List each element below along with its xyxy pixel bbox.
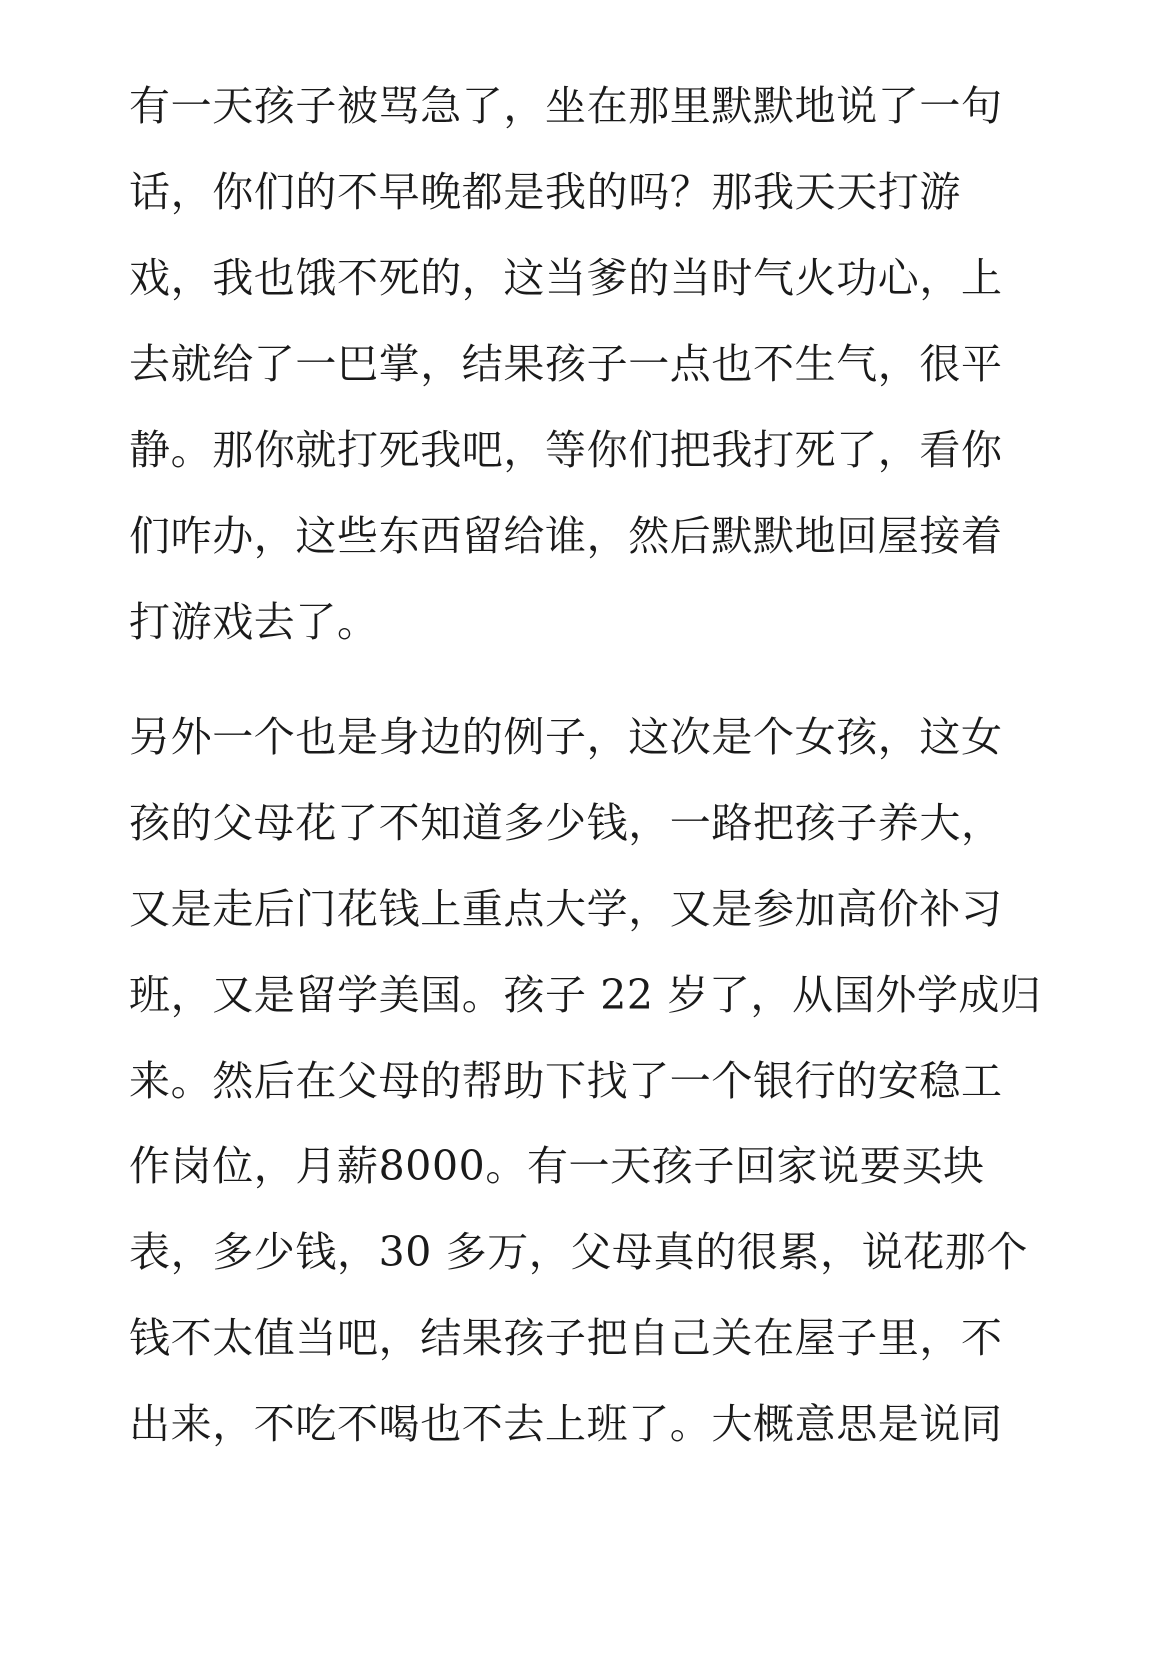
text-line: 钱不太值当吧，结果孩子把自己关在屋子里，不 bbox=[129, 1314, 1003, 1362]
text-line: 又是走后门花钱上重点大学，又是参加高价补习 bbox=[129, 885, 1003, 933]
text-line: 打游戏去了。 bbox=[129, 598, 379, 646]
text-line: 有一天孩子被骂急了，坐在那里默默地说了一句 bbox=[129, 82, 1003, 130]
text-line: 另外一个也是身边的例子，这次是个女孩，这女 bbox=[129, 713, 1003, 761]
text-line: 孩的父母花了不知道多少钱，一路把孩子养大， bbox=[129, 799, 1003, 847]
text-line: 班，又是留学美国。孩子 22 岁了，从国外学成归 bbox=[129, 971, 1042, 1019]
text-line: 表，多少钱，30 多万，父母真的很累，说花那个 bbox=[129, 1228, 1029, 1276]
text-line: 出来，不吃不喝也不去上班了。大概意思是说同 bbox=[129, 1400, 1003, 1448]
text-line: 去就给了一巴掌，结果孩子一点也不生气，很平 bbox=[129, 340, 1003, 388]
text-line: 来。然后在父母的帮助下找了一个银行的安稳工 bbox=[129, 1057, 1003, 1105]
text-line: 话，你们的不早晚都是我的吗？那我天天打游 bbox=[129, 168, 961, 216]
text-line: 静。那你就打死我吧，等你们把我打死了，看你 bbox=[129, 426, 1003, 474]
text-line: 戏，我也饿不死的，这当爹的当时气火功心，上 bbox=[129, 254, 1003, 302]
text-line: 作岗位，月薪8000。有一天孩子回家说要买块 bbox=[129, 1142, 985, 1190]
text-line: 们咋办，这些东西留给谁，然后默默地回屋接着 bbox=[129, 512, 1003, 560]
